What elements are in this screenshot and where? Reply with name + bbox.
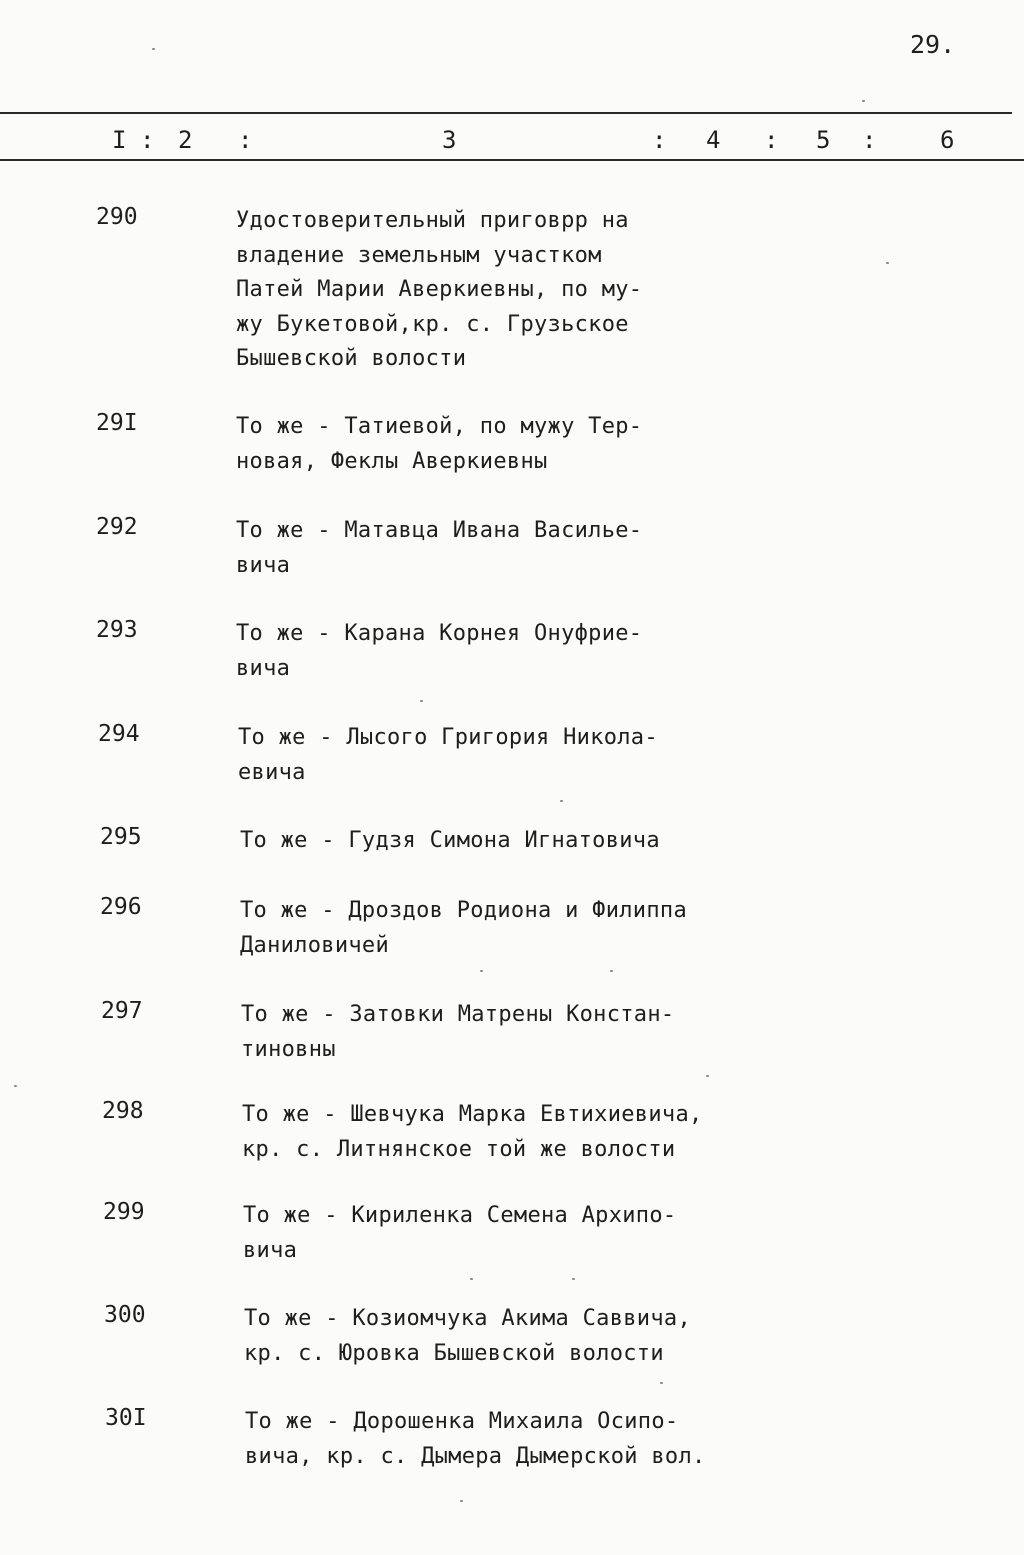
column-separator: : bbox=[764, 126, 779, 154]
entry-number: 300 bbox=[104, 1302, 146, 1328]
entry-text: То же - Дорошенка Михаила Осипо- вича, кр. с. Дымера Дымерской вол. bbox=[245, 1409, 706, 1469]
entry-number: 290 bbox=[96, 204, 138, 230]
header-bottom-rule bbox=[0, 159, 1024, 161]
entry-text: Удостоверительный приговрр на владение земельным участком Патей Марии Аверкиевны, по му- жу Букетовой,кр. с. Грузьское Бышевской волости bbox=[236, 208, 643, 371]
entry-number: 298 bbox=[102, 1098, 144, 1124]
page-number: 29. bbox=[910, 30, 956, 59]
entry-text: То же - Гудзя Симона Игнатовича bbox=[240, 828, 660, 853]
column-separator: : bbox=[140, 126, 155, 154]
entry-number: 29I bbox=[96, 410, 138, 436]
entry-number: 296 bbox=[100, 894, 142, 920]
column-separator: : bbox=[238, 126, 253, 154]
entry-text: То же - Затовки Матрены Констан- тиновны bbox=[241, 1002, 675, 1062]
entry-text: То же - Кириленка Семена Архипо- вича bbox=[243, 1203, 677, 1263]
entry-number: 297 bbox=[101, 998, 143, 1024]
entry-number: 30I bbox=[105, 1405, 147, 1431]
entry-text: То же - Лысого Григория Никола- евича bbox=[238, 725, 658, 785]
entry-text: То же - Козиомчука Акима Саввича, кр. с. Юровка Бышевской волости bbox=[244, 1306, 691, 1366]
entry-text: То же - Матавца Ивана Василье- вича bbox=[236, 518, 643, 578]
column-header-3: 3 bbox=[442, 126, 457, 154]
header-top-rule bbox=[0, 112, 1012, 114]
entry-text: То же - Карана Корнея Онуфрие- вича bbox=[236, 621, 643, 681]
column-header-4: 4 bbox=[706, 126, 721, 154]
entry-number: 292 bbox=[96, 514, 138, 540]
entry-text: То же - Шевчука Марка Евтихиевича, кр. с. Литнянское той же волости bbox=[242, 1102, 703, 1162]
entry-number: 299 bbox=[103, 1199, 145, 1225]
entry-number: 294 bbox=[98, 721, 140, 747]
column-header-1: I bbox=[112, 126, 127, 154]
column-header-5: 5 bbox=[816, 126, 831, 154]
column-header-6: 6 bbox=[940, 126, 955, 154]
column-separator: : bbox=[652, 126, 667, 154]
entry-text: То же - Дроздов Родиона и Филиппа Даниловичей bbox=[240, 898, 687, 958]
entry-number: 295 bbox=[100, 824, 142, 850]
entry-text: То же - Татиевой, по мужу Тер- новая, Феклы Аверкиевны bbox=[236, 414, 643, 474]
column-separator: : bbox=[862, 126, 877, 154]
column-header-2: 2 bbox=[178, 126, 193, 154]
entry-number: 293 bbox=[96, 617, 138, 643]
